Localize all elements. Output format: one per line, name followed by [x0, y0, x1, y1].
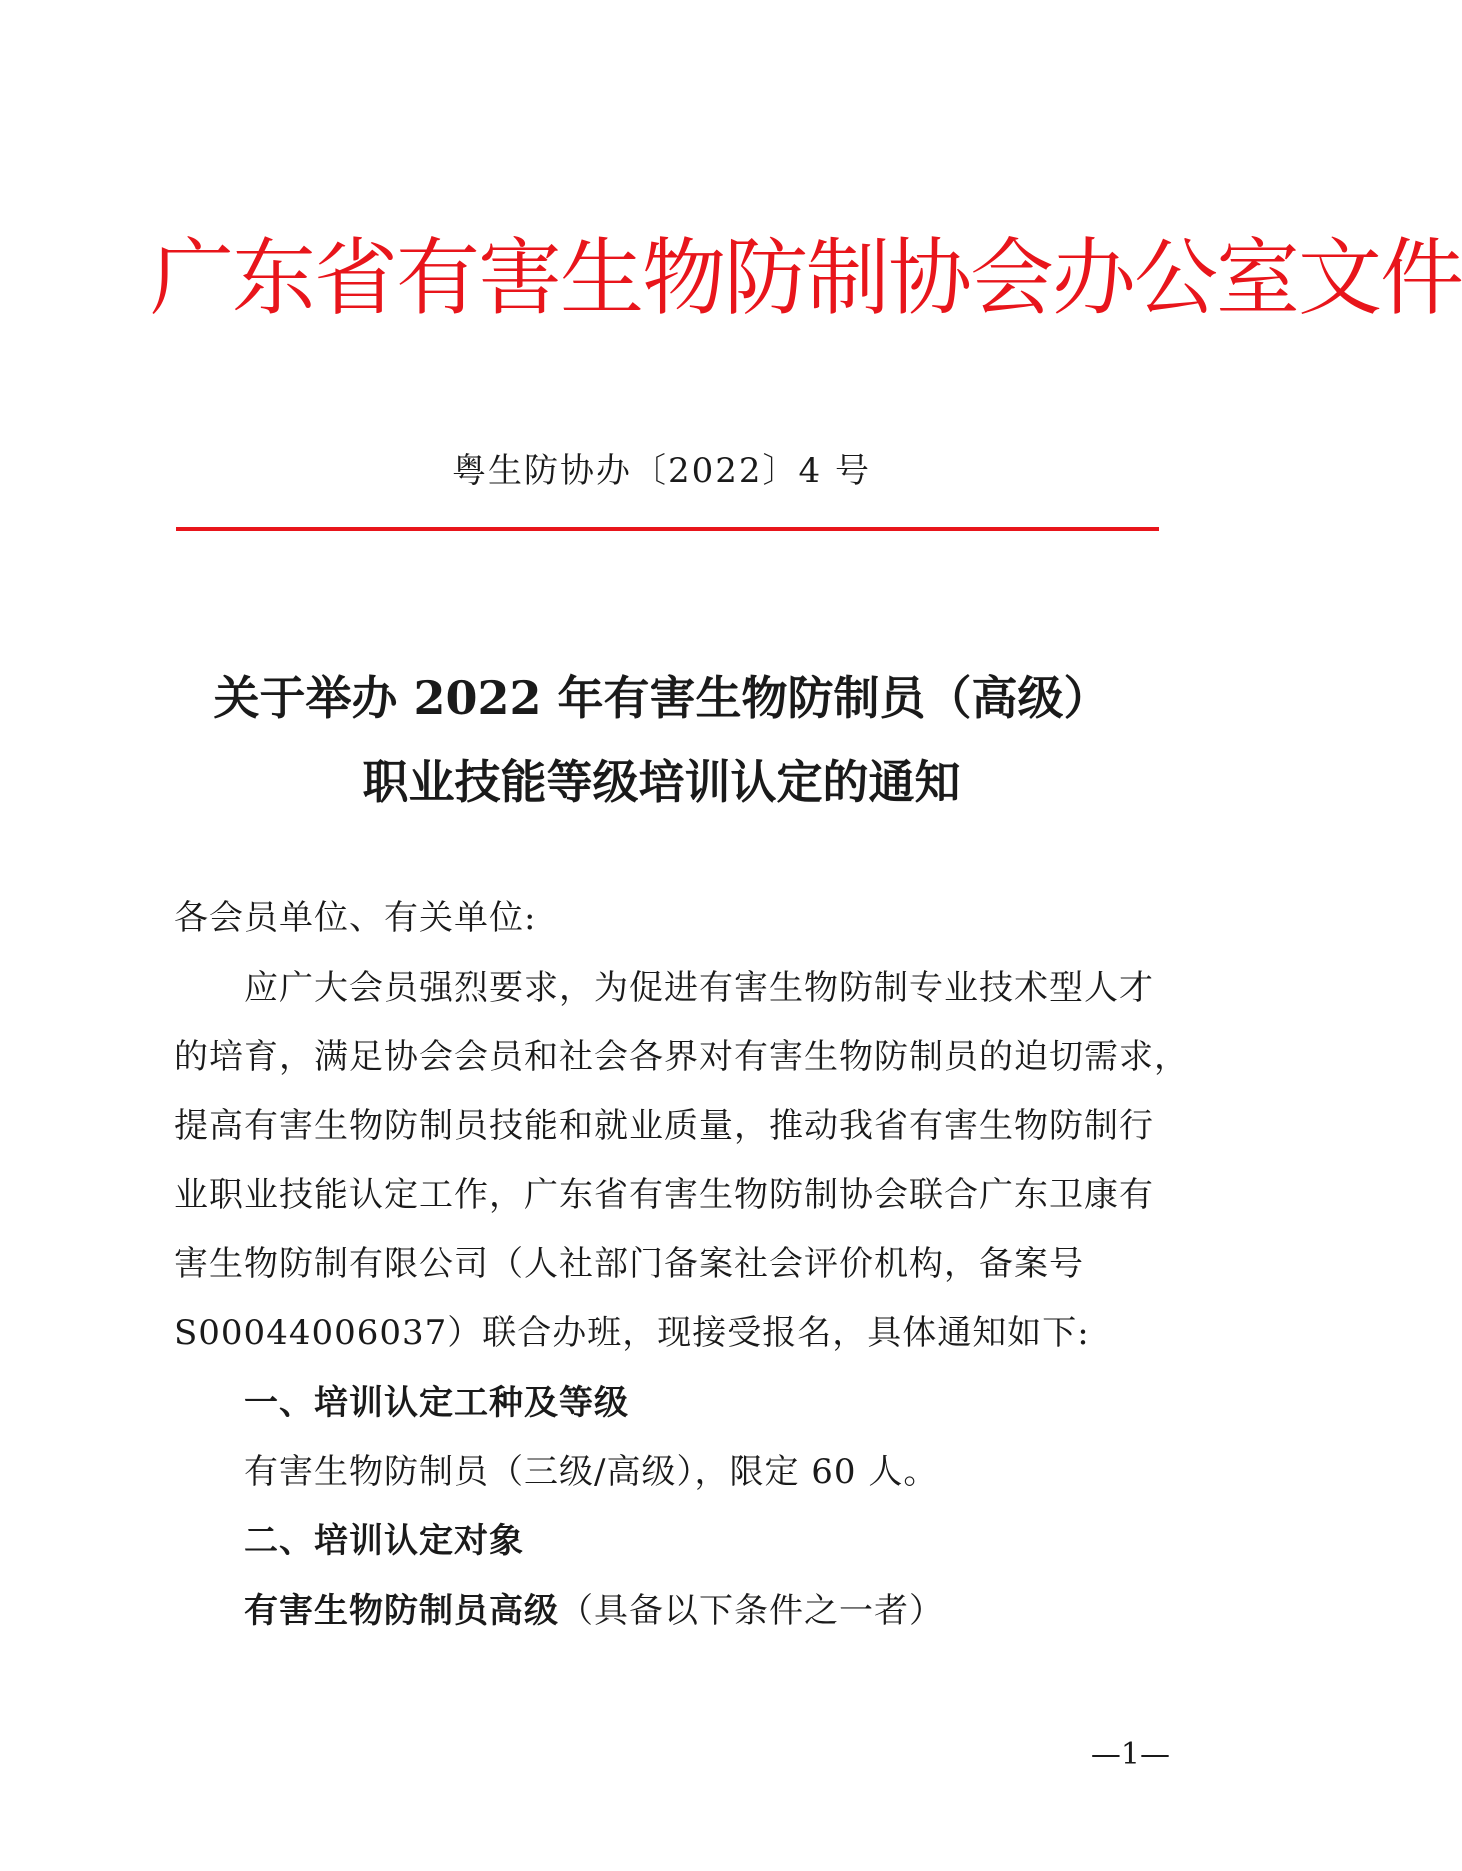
red-separator-line — [176, 527, 1159, 531]
salutation: 各会员单位、有关单位: — [174, 898, 537, 938]
notice-title-line-1: 关于举办 2022 年有害生物防制员（高级） — [213, 671, 1110, 725]
document-number: 粤生防协办〔2022〕4 号 — [452, 451, 871, 491]
paragraph-line: 提高有害生物防制员技能和就业质量，推动我省有害生物防制行 — [174, 1106, 1154, 1146]
issuing-authority-header: 广东省有害生物防制协会办公室文件 — [150, 229, 1462, 327]
paragraph-line: 害生物防制有限公司（人社部门备案社会评价机构，备案号 — [174, 1244, 1084, 1284]
paragraph-line: S00044006037）联合办班，现接受报名，具体通知如下: — [174, 1313, 1090, 1353]
section-2-heading: 二、培训认定对象 — [244, 1521, 524, 1561]
section-2-text: （具备以下条件之一者） — [559, 1591, 944, 1631]
page-number: —1— — [1090, 1737, 1170, 1772]
section-1-heading: 一、培训认定工种及等级 — [244, 1383, 629, 1423]
section-2-line — [244, 1586, 1244, 1636]
section-2-bold-label: 有害生物防制员高级 — [244, 1591, 559, 1631]
notice-title-line-2: 职业技能等级培训认定的通知 — [362, 755, 961, 809]
paragraph-line: 的培育，满足协会会员和社会各界对有害生物防制员的迫切需求， — [174, 1037, 1189, 1077]
paragraph-line: 业职业技能认定工作，广东省有害生物防制协会联合广东卫康有 — [174, 1175, 1154, 1215]
section-1-text: 有害生物防制员（三级/高级），限定 60 人。 — [244, 1452, 939, 1492]
paragraph-line: 应广大会员强烈要求，为促进有害生物防制专业技术型人才 — [244, 968, 1154, 1008]
